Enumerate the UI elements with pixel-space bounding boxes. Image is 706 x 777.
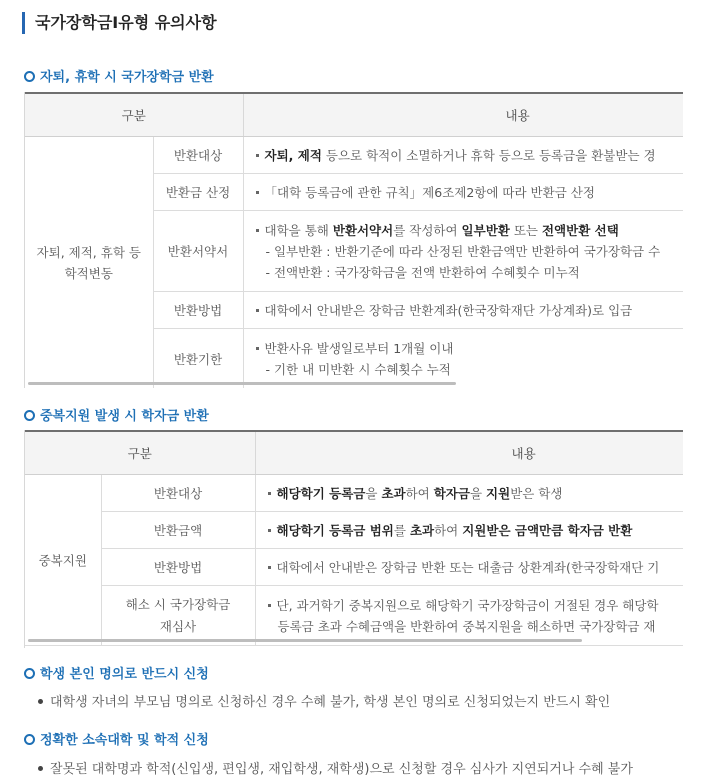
horizontal-scrollbar[interactable] bbox=[28, 382, 456, 385]
section-title-university bbox=[24, 732, 209, 750]
table-row bbox=[25, 586, 683, 646]
section-title-text: 학생 본인 명의로 반드시 신청 bbox=[40, 667, 209, 682]
group-label-line1: 자퇴, 제적, 휴학 등 bbox=[36, 244, 141, 260]
row-content-target: 자퇴, 제적 등으로 학적이 소멸하거나 휴학 등으로 등록금을 환불받는 경 bbox=[243, 137, 683, 174]
header-content: 내용 bbox=[243, 93, 683, 137]
duplicate-table bbox=[25, 430, 683, 646]
horizontal-scrollbar[interactable] bbox=[28, 639, 582, 642]
bullet-icon bbox=[38, 699, 43, 704]
bullet-icon bbox=[38, 766, 43, 771]
withdrawal-table bbox=[25, 92, 683, 388]
row-label-method: 반환방법 bbox=[153, 292, 243, 329]
row-label-target: 반환대상 bbox=[101, 475, 255, 512]
row-label-calc: 반환금 산정 bbox=[153, 174, 243, 211]
row-content-method: 대학에서 안내받은 장학금 반환계좌(한국장학재단 가상계좌)로 입금 bbox=[243, 292, 683, 329]
row-label-method: 반환방법 bbox=[101, 549, 255, 586]
row-label-amount: 반환금액 bbox=[101, 512, 255, 549]
header-category: 구분 bbox=[25, 431, 255, 475]
circle-bullet-icon bbox=[24, 71, 35, 82]
row-label-pledge: 반환서약서 bbox=[153, 211, 243, 292]
row-content-amount: 해당학기 등록금 범위를 초과하여 지원받은 금액만큼 학자금 반환 bbox=[255, 512, 683, 549]
row-label-deadline: 반환기한 bbox=[153, 329, 243, 389]
list-item: 잘못된 대학명과 학적(신입생, 편입생, 재입학생, 재학생)으로 신청할 경우 심사가 지연되거나 수혜 불가 bbox=[38, 758, 633, 777]
header-category: 구분 bbox=[25, 93, 243, 137]
header-content: 내용 bbox=[255, 431, 683, 475]
section-title-text: 중복지원 발생 시 학자금 반환 bbox=[40, 409, 209, 424]
row-content-review: 단, 과거학기 중복지원으로 해당학기 국가장학금이 거절된 경우 해당학 등록금 초과 수혜금액을 반환하여 중복지원을 해소하면 국가장학금 재 bbox=[255, 586, 683, 646]
row-label-target: 반환대상 bbox=[153, 137, 243, 174]
row-content-target: 해당학기 등록금을 초과하여 학자금을 지원받은 학생 bbox=[255, 475, 683, 512]
table-header-row bbox=[25, 431, 683, 475]
table-row bbox=[25, 512, 683, 549]
page-title: 국가장학금I유형 유의사항 bbox=[22, 12, 217, 34]
section-title-withdrawal bbox=[24, 69, 214, 87]
row-content-deadline: 반환사유 발생일로부터 1개월 이내 - 기한 내 미반환 시 수혜횟수 누적 bbox=[243, 329, 683, 389]
table-header-row bbox=[25, 93, 683, 137]
table-row bbox=[25, 549, 683, 586]
section-title-own-name bbox=[24, 666, 209, 684]
row-content-pledge: 대학을 통해 반환서약서를 작성하여 일부반환 또는 전액반환 선택 - 일부반환 : 반환기준에 따라 산정된 반환금액만 반환하여 국가장학금 수 - 전액반환 : 국가장학금을 전액 반환하여 수혜횟수 미누적 bbox=[243, 211, 683, 292]
withdrawal-table-container[interactable] bbox=[24, 92, 683, 388]
duplicate-table-container[interactable] bbox=[24, 430, 683, 648]
section-title-text: 자퇴, 휴학 시 국가장학금 반환 bbox=[40, 70, 214, 85]
row-content-calc: 「대학 등록금에 관한 규칙」제6조제2항에 따라 반환금 산정 bbox=[243, 174, 683, 211]
group-label-cell bbox=[25, 137, 153, 389]
section-title-text: 정확한 소속대학 및 학적 신청 bbox=[40, 733, 209, 748]
row-content-method: 대학에서 안내받은 장학금 반환 또는 대출금 상환계좌(한국장학재단 기 bbox=[255, 549, 683, 586]
circle-bullet-icon bbox=[24, 410, 35, 421]
table-row bbox=[25, 137, 683, 174]
circle-bullet-icon bbox=[24, 668, 35, 679]
group-label-cell: 중복지원 bbox=[25, 475, 101, 646]
section-title-duplicate bbox=[24, 408, 209, 426]
list-item: 대학생 자녀의 부모님 명의로 신청하신 경우 수혜 불가, 학생 본인 명의로 신청되었는지 반드시 확인 bbox=[38, 691, 610, 710]
group-label-line2: 학적변동 bbox=[64, 265, 113, 281]
row-label-review: 해소 시 국가장학금 재심사 bbox=[101, 586, 255, 646]
circle-bullet-icon bbox=[24, 734, 35, 745]
table-row bbox=[25, 475, 683, 512]
